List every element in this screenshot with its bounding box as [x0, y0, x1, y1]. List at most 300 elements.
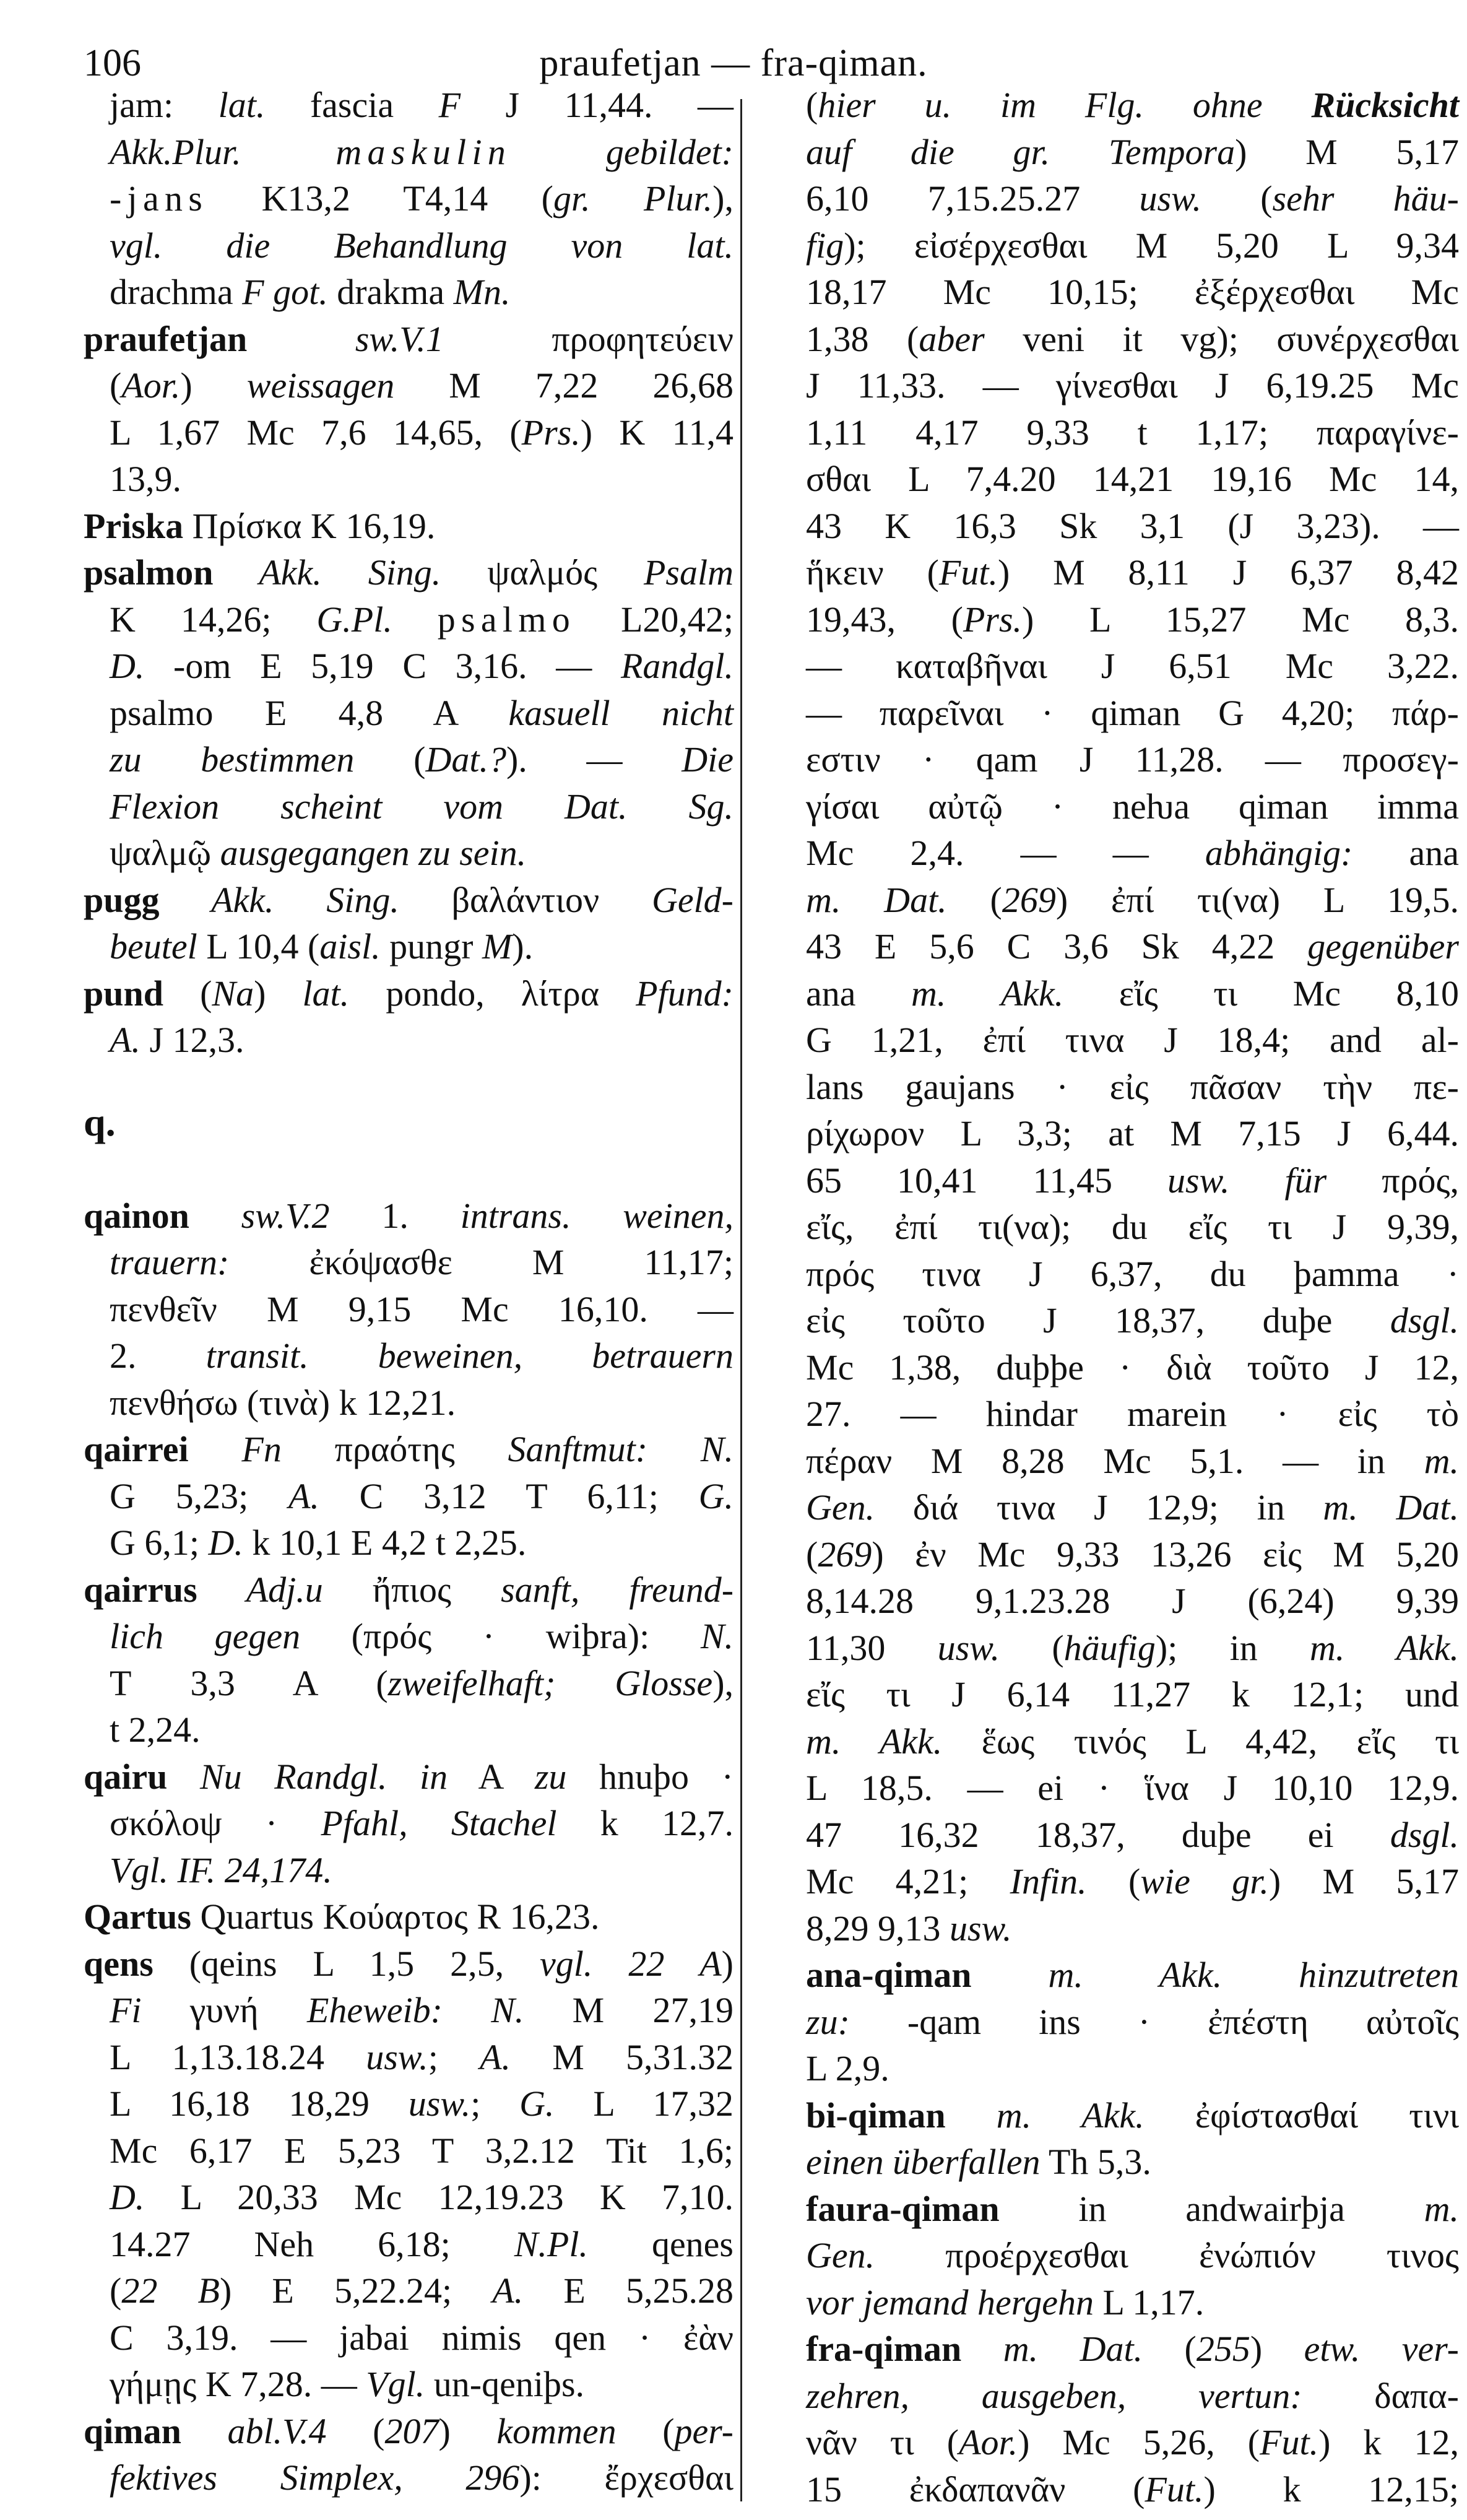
text-segment: ) K 11,4 — [580, 412, 734, 453]
text-segment: veni it vg); συνέρχεσθαι — [984, 318, 1459, 359]
italic-segment: maskulin — [335, 131, 512, 172]
headword: pugg — [84, 879, 160, 920]
text-segment: εἴς τι J 6,14 11,27 k 12,1; und — [806, 1674, 1459, 1714]
text-line — [758, 1064, 1459, 1111]
italic-segment: lat. — [218, 85, 266, 125]
text-line — [84, 222, 734, 269]
entry-headline — [84, 2408, 734, 2455]
text-line — [84, 1613, 734, 1660]
text-line — [758, 1204, 1459, 1251]
text-segment: ( — [354, 739, 426, 780]
italic-segment: Randgl. — [620, 646, 734, 686]
text-segment: ( — [616, 2410, 675, 2451]
italic-segment: ausgegangen zu sein. — [220, 833, 527, 873]
text-segment: T 3,3 A ( — [110, 1662, 388, 1703]
text-segment: 43 E 5,6 C 3,6 Sk 4,22 — [806, 926, 1308, 967]
text-line — [758, 362, 1459, 409]
text-segment: L 18,5. — ei · ἵνα J 10,10 12,9. — [806, 1768, 1459, 1808]
italic-segment: psalmo — [437, 599, 576, 640]
headword: qainon — [84, 1195, 189, 1236]
text-segment: 27. — hindar marein · εἰς τὸ — [806, 1394, 1459, 1434]
entry-headline — [84, 1940, 734, 1988]
italic-segment: A. — [480, 2036, 511, 2077]
text-line — [84, 1706, 734, 1753]
text-line — [758, 2232, 1459, 2279]
text-segment: 19,43, ( — [806, 599, 963, 640]
italic-segment: sw.V.2 — [189, 1195, 330, 1236]
text-segment: Πρίσκα K 16,19. — [183, 505, 436, 546]
italic-segment: D. — [110, 2177, 145, 2217]
text-line — [758, 129, 1459, 176]
text-segment: ( — [1201, 178, 1273, 219]
text-segment: G 1,21, ἐπί τινα J 18,4; and al- — [806, 1020, 1459, 1060]
text-line — [84, 175, 734, 222]
italic-segment: dsgl. — [1390, 1300, 1459, 1340]
text-segment: 8,29 9,13 — [806, 1908, 950, 1949]
text-segment: σκόλοψ · — [110, 1803, 321, 1843]
text-line — [758, 736, 1459, 783]
headword: Priska — [84, 505, 184, 546]
text-segment: ρίχωρον L 3,3; at M 7,15 J 6,44. — [806, 1113, 1459, 1154]
text-line — [758, 175, 1459, 222]
text-segment: δαπα- — [1302, 2375, 1459, 2416]
text-segment: L 17,32 — [554, 2083, 734, 2124]
text-segment: ( — [110, 365, 122, 406]
text-segment: ( — [1086, 1861, 1141, 1901]
text-line — [84, 82, 734, 129]
text-segment: βαλάντιον — [399, 879, 652, 920]
text-segment: L20,42; — [576, 599, 734, 640]
text-segment: 8,14.28 9,1.23.28 J (6,24) 9,39 — [806, 1581, 1459, 1621]
text-segment: ( — [806, 85, 818, 125]
entry-headline — [84, 549, 734, 596]
text-line — [758, 503, 1459, 550]
text-segment: εστιν · qam J 11,28. — προσεγ- — [806, 739, 1459, 780]
running-head: praufetjan — fra-qiman. — [539, 42, 928, 84]
text-segment: πραότης — [281, 1429, 508, 1469]
text-segment: A — [448, 1756, 535, 1797]
headword: qiman — [84, 2410, 181, 2451]
text-segment: drakma — [327, 272, 454, 312]
italic-segment: -jans — [110, 178, 209, 219]
italic-segment: D. — [208, 1523, 243, 1563]
text-segment: πρός τινα J 6,37, du þamma · — [806, 1253, 1459, 1294]
italic-segment: Pfund: — [636, 973, 734, 1014]
italic-segment: kasuell nicht — [508, 692, 734, 733]
text-segment: ; — [428, 2036, 480, 2077]
text-segment: ) — [254, 973, 303, 1014]
text-segment: ἕως τινός L 4,42, εἴς τι — [942, 1721, 1459, 1762]
italic-segment: 22 B — [121, 2270, 220, 2311]
entry-headline — [758, 2326, 1459, 2373]
text-segment: ) k 12, — [1318, 2422, 1459, 2462]
text-segment: ἐκόψασθε M 11,17; — [229, 1242, 734, 1282]
text-line — [758, 1531, 1459, 1578]
text-segment: ( — [1000, 1627, 1064, 1668]
italic-segment: m. — [1424, 2188, 1459, 2229]
italic-segment: vgl. 22 A — [540, 1943, 722, 1984]
text-segment: ) ἐπί τι(να) L 19,5. — [1055, 879, 1459, 920]
text-line — [84, 830, 734, 877]
text-segment: ) Mc 5,26, ( — [1018, 2422, 1260, 2462]
text-segment: Mc 2,4. — — — [806, 833, 1205, 873]
text-segment: ( — [110, 2270, 122, 2311]
section-heading — [84, 1064, 734, 1193]
entry-headline — [84, 503, 734, 550]
text-segment: t 2,24. — [110, 1710, 201, 1750]
italic-segment: Pfahl, Stachel — [321, 1803, 557, 1843]
italic-segment: transit. beweinen, betrauern — [206, 1336, 734, 1376]
text-segment: drachma — [110, 272, 243, 312]
text-segment: M 5,31.32 — [510, 2036, 734, 2077]
italic-segment: 207 — [384, 2410, 439, 2451]
text-line — [84, 2127, 734, 2175]
text-segment: σθαι L 7,4.20 14,21 19,16 Mc 14, — [806, 459, 1459, 499]
text-line — [758, 1578, 1459, 1625]
text-segment: (πρός · wiþra): — [300, 1616, 701, 1656]
italic-segment: vor jemand hergehn — [806, 2282, 1094, 2322]
text-segment: 11,30 — [806, 1627, 938, 1668]
text-segment: — παρεῖναι · qiman G 4,20; πάρ- — [806, 692, 1459, 733]
column-divider — [740, 99, 742, 2501]
page-number: 106 — [84, 42, 141, 84]
text-segment: ) — [1250, 2329, 1304, 2369]
text-line — [84, 129, 734, 176]
text-segment: ). — — [506, 739, 682, 780]
text-line — [758, 830, 1459, 877]
text-line — [758, 690, 1459, 737]
text-line — [84, 2080, 734, 2127]
text-segment: εἴς τι Mc 8,10 — [1063, 973, 1459, 1014]
italic-segment: Nu Randgl. in — [167, 1756, 448, 1797]
text-line — [758, 1718, 1459, 1765]
text-line — [758, 1858, 1459, 1905]
text-line — [84, 2034, 734, 2081]
text-segment: 1,11 4,17 9,33 t 1,17; παραγίνε- — [806, 412, 1459, 453]
text-line — [84, 2361, 734, 2408]
text-segment: fascia — [265, 85, 439, 125]
text-segment: 1. — [329, 1195, 461, 1236]
text-line — [758, 1391, 1459, 1438]
text-segment: jam: — [110, 85, 219, 125]
text-line — [84, 456, 734, 503]
text-segment: ). — [512, 926, 534, 967]
text-segment: k 12,7. — [556, 1803, 734, 1843]
text-line — [84, 1017, 734, 1064]
italic-segment: zu: — [806, 2001, 850, 2042]
entry-headline — [758, 1952, 1459, 1999]
text-segment: J 11,44. — — [461, 85, 734, 125]
entry-headline — [84, 970, 734, 1017]
italic-segment: m. Akk. — [911, 973, 1064, 1014]
text-segment: Mc 1,38, duþþe · διὰ τοῦτο J 12, — [806, 1347, 1459, 1388]
text-line — [758, 1671, 1459, 1718]
italic-segment: Rücksicht — [1311, 85, 1459, 125]
text-line — [84, 1379, 734, 1427]
text-line — [758, 1297, 1459, 1344]
italic-segment: G. — [519, 2083, 555, 2124]
text-line — [758, 1157, 1459, 1204]
text-line — [758, 970, 1459, 1017]
text-segment: 1,38 ( — [806, 318, 919, 359]
text-segment: ) M 5,17 — [1235, 131, 1460, 172]
entry-headline — [84, 1753, 734, 1801]
text-line — [84, 362, 734, 409]
italic-segment: Vgl. — [366, 2364, 425, 2404]
text-line — [758, 1999, 1459, 2046]
italic-segment: häufig — [1063, 1627, 1156, 1668]
italic-segment: aber — [919, 318, 985, 359]
text-segment: ; — [470, 2083, 520, 2124]
text-line — [758, 316, 1459, 363]
text-line — [758, 1484, 1459, 1531]
italic-segment: m. — [1424, 1440, 1459, 1481]
headword: qens — [84, 1943, 154, 1984]
text-segment: 18,17 Mc 10,15; ἐξέρχεσθαι Mc — [806, 272, 1459, 312]
text-segment: hnuþo · — [566, 1756, 734, 1797]
text-segment: διά τινα J 12,9; in — [875, 1487, 1323, 1527]
text-line — [84, 2314, 734, 2361]
text-line — [84, 2454, 734, 2501]
text-segment: 13,9. — [110, 459, 181, 499]
italic-segment: gegenüber — [1307, 926, 1459, 967]
text-segment: ), — [712, 178, 734, 219]
italic-segment: lat. — [302, 973, 350, 1014]
headword: ana-qiman — [806, 1955, 972, 1995]
italic-segment: Adj.u — [197, 1569, 323, 1610]
text-segment: Mc 6,17 E 5,23 T 3,2.12 Tit 1,6; — [110, 2130, 734, 2171]
text-segment: J 12,3. — [140, 1020, 244, 1060]
italic-segment: F — [438, 85, 461, 125]
text-line — [758, 1110, 1459, 1157]
text-segment: L 20,33 Mc 12,19.23 K 7,10. — [144, 2177, 734, 2217]
italic-segment: N. — [700, 1616, 734, 1656]
headword: qairrus — [84, 1569, 197, 1610]
text-segment: 6,10 7,15.25.27 — [806, 178, 1140, 219]
text-line — [758, 596, 1459, 643]
text-segment: K13,2 T4,14 ( — [208, 178, 553, 219]
text-segment: L 10,4 ( — [197, 926, 320, 967]
text-segment: ); εἰσέρχεσθαι M 5,20 L 9,34 — [844, 225, 1459, 266]
headword: fra-qiman — [806, 2329, 962, 2369]
italic-segment: Dat.? — [425, 739, 506, 780]
text-segment: ( — [326, 2410, 385, 2451]
entry-headline — [84, 1426, 734, 1473]
text-segment: pungr — [380, 926, 482, 967]
italic-segment: usw. — [950, 1908, 1012, 1949]
italic-segment: 255 — [1196, 2329, 1250, 2369]
italic-segment: Akk. Sing. — [213, 552, 441, 593]
entry-headline — [84, 1566, 734, 1614]
text-line — [84, 1987, 734, 2034]
text-segment: ( — [806, 1534, 818, 1575]
text-segment: 14.27 Neh 6,18; — [110, 2223, 514, 2264]
text-line — [84, 736, 734, 783]
text-segment: q. — [84, 1100, 116, 1144]
text-line — [84, 1847, 734, 1894]
italic-segment: usw. — [1139, 178, 1201, 219]
italic-segment: Geld- — [651, 879, 734, 920]
italic-segment: Fut. — [1145, 2469, 1204, 2509]
italic-segment: dsgl. — [1390, 1814, 1459, 1855]
text-segment: J 11,33. — γίνεσθαι J 6,19.25 Mc — [806, 365, 1459, 406]
text-segment: 2. — [110, 1336, 206, 1376]
text-line — [758, 2139, 1459, 2186]
text-segment: ) ἐν Mc 9,33 13,26 εἰς M 5,20 — [872, 1534, 1459, 1575]
text-segment: ψαλμῷ — [110, 833, 220, 873]
text-line — [758, 877, 1459, 924]
italic-segment: Akk.Plur. — [110, 131, 336, 172]
text-line — [84, 409, 734, 456]
italic-segment: fektives Simplex, 296 — [110, 2457, 520, 2498]
text-segment: ἥκειν ( — [806, 552, 939, 593]
italic-segment: Psalm — [644, 552, 734, 593]
text-line — [84, 596, 734, 643]
italic-segment: m. Akk. — [806, 1721, 943, 1762]
text-segment: ), — [712, 1662, 734, 1703]
text-segment: ἤπιος — [322, 1569, 501, 1610]
italic-segment: sanft, freund- — [501, 1569, 734, 1610]
italic-segment: m. Akk. — [1309, 1627, 1459, 1668]
text-segment: ) L 15,27 Mc 8,3. — [1022, 599, 1459, 640]
headword: Qartus — [84, 1897, 191, 1937]
text-segment: ( — [946, 879, 1002, 920]
text-segment: γήμῃς K 7,28. — — [110, 2364, 366, 2404]
italic-segment: abl.V.4 — [181, 2410, 327, 2451]
italic-segment: G. — [698, 1475, 734, 1516]
headword: bi-qiman — [806, 2095, 946, 2135]
italic-segment: zehren, ausgeben, vertun: — [806, 2375, 1302, 2416]
entry-headline — [84, 1893, 734, 1940]
italic-segment: hier u. im Flg. ohne — [818, 85, 1312, 125]
headword: qairu — [84, 1756, 168, 1797]
italic-segment: m. Akk. — [945, 2095, 1145, 2135]
italic-segment: vgl. die Behandlung von lat. — [110, 225, 734, 266]
italic-segment: Mn. — [453, 272, 511, 312]
italic-segment: intrans. weinen, — [460, 1195, 734, 1236]
text-line — [758, 1344, 1459, 1391]
text-segment: ) — [438, 2410, 497, 2451]
italic-segment: usw. für — [1167, 1160, 1327, 1201]
text-segment: Mc 4,21; — [806, 1861, 1010, 1901]
text-segment: Th 5,3. — [1040, 2142, 1151, 2182]
text-line — [84, 2174, 734, 2221]
headword: pund — [84, 973, 164, 1014]
text-segment: ) E 5,22.24; — [219, 2270, 493, 2311]
italic-segment: 269 — [1002, 879, 1056, 920]
text-segment: ( — [163, 973, 212, 1014]
text-segment: (qeins L 1,5 2,5, — [153, 1943, 540, 1984]
italic-segment: m. Dat. — [806, 879, 947, 920]
text-line — [758, 456, 1459, 503]
italic-segment: usw. — [408, 2083, 471, 2124]
text-segment — [392, 599, 438, 640]
text-line — [758, 269, 1459, 316]
italic-segment: Eheweib: N. — [306, 1990, 524, 2030]
text-line — [758, 2279, 1459, 2326]
italic-segment: Die — [682, 739, 734, 780]
text-segment: 65 10,41 11,45 — [806, 1160, 1168, 1201]
text-line — [758, 2466, 1459, 2513]
text-segment: G 5,23; — [110, 1475, 288, 1516]
text-line — [758, 1625, 1459, 1672]
italic-segment: Gen. — [806, 2235, 875, 2275]
right-column — [758, 82, 1459, 2513]
text-line — [84, 1239, 734, 1286]
text-line — [84, 269, 734, 316]
italic-segment: wie gr. — [1140, 1861, 1269, 1901]
italic-segment: Fut. — [1260, 2422, 1319, 2462]
italic-segment: N.Pl. — [514, 2223, 588, 2264]
text-line — [758, 1438, 1459, 1485]
text-segment: lans gaujans · εἰς πᾶσαν τὴν πε- — [806, 1066, 1459, 1107]
italic-segment: auf die gr. Tempora — [806, 131, 1235, 172]
entry-headline — [84, 316, 734, 363]
text-segment: E 5,25.28 — [523, 2270, 734, 2311]
text-line — [758, 82, 1459, 129]
italic-segment: Na — [212, 973, 254, 1014]
text-line — [758, 1812, 1459, 1859]
italic-segment: Aor. — [959, 2422, 1018, 2462]
text-line — [758, 549, 1459, 596]
text-segment: ) k 12,15; — [1203, 2469, 1459, 2509]
italic-segment: Aor. — [121, 365, 181, 406]
text-segment: ) — [721, 1943, 734, 1984]
italic-segment: trauern: — [110, 1242, 230, 1282]
italic-segment: m. Dat. — [961, 2329, 1143, 2369]
italic-segment: Gen. — [806, 1487, 875, 1527]
text-segment: πενθήσω (τινὰ) k 12,21. — [110, 1382, 456, 1423]
text-line — [84, 1519, 734, 1566]
italic-segment: M — [482, 926, 513, 967]
text-line — [758, 1017, 1459, 1064]
text-line — [758, 222, 1459, 269]
text-segment: ); in — [1155, 1627, 1310, 1668]
italic-segment: per- — [674, 2410, 734, 2451]
text-segment: qenes — [587, 2223, 734, 2264]
italic-segment: weissagen — [246, 365, 395, 406]
text-segment: L 2,9. — [806, 2048, 889, 2088]
italic-segment: A. — [492, 2270, 524, 2311]
text-segment: πέραν M 8,28 Mc 5,1. — in — [806, 1440, 1424, 1481]
text-segment: un-qeniþs. — [425, 2364, 585, 2404]
text-segment: πενθεῖν M 9,15 Mc 16,10. — — [110, 1288, 734, 1329]
text-line — [84, 2267, 734, 2314]
text-segment: -qam ins · ἐπέστη αὐτοῖς — [849, 2001, 1459, 2042]
italic-segment: Infin. — [1010, 1861, 1087, 1901]
italic-segment: lich gegen — [110, 1616, 301, 1656]
text-line — [758, 409, 1459, 456]
italic-segment: Fn — [188, 1429, 282, 1469]
italic-segment: Fut. — [938, 552, 998, 593]
text-line — [84, 783, 734, 830]
left-column — [84, 82, 734, 2501]
text-segment: νᾶν τι ( — [806, 2422, 959, 2462]
italic-segment: kommen — [496, 2410, 617, 2451]
italic-segment: Flexion scheint vom Dat. Sg. — [110, 786, 734, 827]
italic-segment: F got. — [242, 272, 328, 312]
text-line — [84, 690, 734, 737]
text-line — [84, 1473, 734, 1520]
text-line — [84, 2221, 734, 2268]
italic-segment: zweifelhaft; Glosse — [387, 1662, 713, 1703]
text-line — [84, 1660, 734, 1707]
italic-segment: Akk. Sing. — [159, 879, 399, 920]
italic-segment: A. — [110, 1020, 141, 1060]
text-segment: L 16,18 18,29 — [110, 2083, 409, 2124]
italic-segment: zu — [534, 1756, 567, 1797]
text-segment: Quartus Κούαρτος R 16,23. — [191, 1897, 600, 1937]
